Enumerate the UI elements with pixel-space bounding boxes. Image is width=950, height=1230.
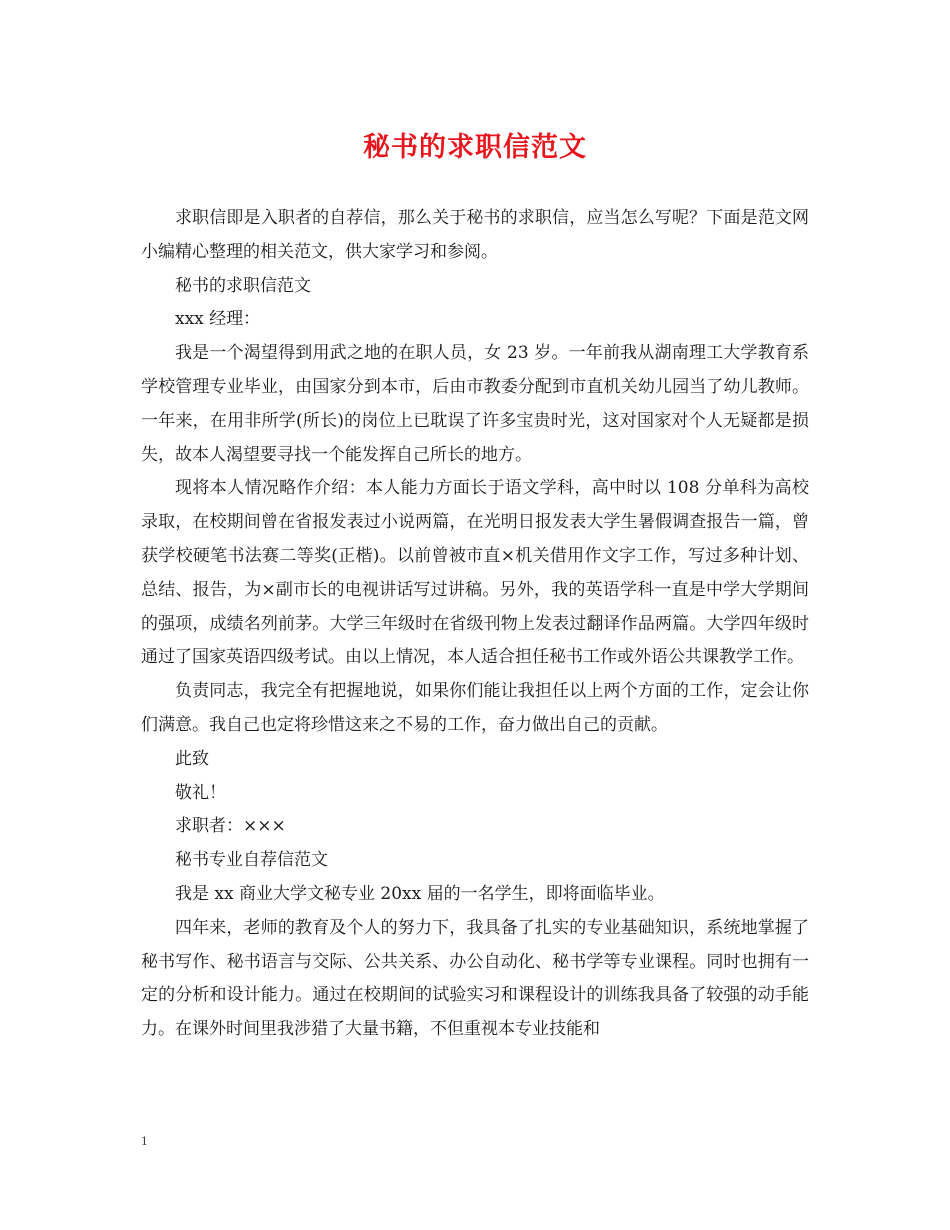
paragraph-closing-2: 敬礼！ bbox=[175, 782, 226, 803]
paragraph-abilities: 现将本人情况略作介绍：本人能力方面长于语文学科，高中时以 108 分单科为高校录取，在校期间曾在省报发表过小说两篇，在光明日报发表大学生暑假调查报告一篇，曾获学校硬笔书法赛二等奖(正楷)。以前曾被市直×机关借用作文字工作，写过多种计划、总结、报告，为×副市长的电视讲话写过讲稿。另外，我的英语学科一直是中学大学期间的强项，成绩名列前茅。大学三年级时在省级刊物上发表过翻译作品两篇。大学四年级时通过了国家英语四级考试。由以上情况，本人适合担任秘书工作或外语公共课教学工作。 bbox=[141, 478, 809, 668]
paragraph-intro: 求职信即是入职者的自荐信，那么关于秘书的求职信，应当怎么写呢？下面是范文网小编精心整理的相关范文，供大家学习和参阅。 bbox=[141, 208, 809, 262]
paragraph-skills: 四年来，老师的教育及个人的努力下，我具备了扎实的专业基础知识，系统地掌握了秘书写作、秘书语言与交际、公共关系、办公自动化、秘书学等专业课程。同时也拥有一定的分析和设计能力。通过在校期间的试验实习和课程设计的训练我具备了较强的动手能力。在课外时间里我涉猎了大量书籍，不但重视本专业技能和 bbox=[141, 917, 809, 1040]
paragraph-commitment: 负责同志，我完全有把握地说，如果你们能让我担任以上两个方面的工作，定会让你们满意。我自己也定将珍惜这来之不易的工作，奋力做出自己的贡献。 bbox=[141, 681, 809, 735]
paragraph-signature: 求职者：××× bbox=[175, 816, 286, 837]
page-number: 1 bbox=[141, 1133, 148, 1148]
paragraph-heading-1: 秘书的求职信范文 bbox=[175, 275, 311, 296]
paragraph-salutation: xxx 经理： bbox=[175, 309, 261, 330]
paragraph-background: 我是一个渴望得到用武之地的在职人员，女 23 岁。一年前我从湖南理工大学教育系学校管理专业毕业，由国家分到本市，后由市教委分配到市直机关幼儿园当了幼儿教师。一年来，在用非所学(所长)的岗位上已耽误了许多宝贵时光，这对国家对个人无疑都是损失，故本人渴望要寻找一个能发挥自己所长的地方。 bbox=[141, 343, 809, 465]
document-title: 秘书的求职信范文 bbox=[363, 132, 587, 163]
paragraph-closing-1: 此致 bbox=[175, 748, 209, 769]
document-body bbox=[141, 202, 809, 1047]
paragraph-heading-2: 秘书专业自荐信范文 bbox=[175, 850, 328, 871]
paragraph-student-intro: 我是 xx 商业大学文秘专业 20xx 届的一名学生，即将面临毕业。 bbox=[175, 883, 665, 904]
